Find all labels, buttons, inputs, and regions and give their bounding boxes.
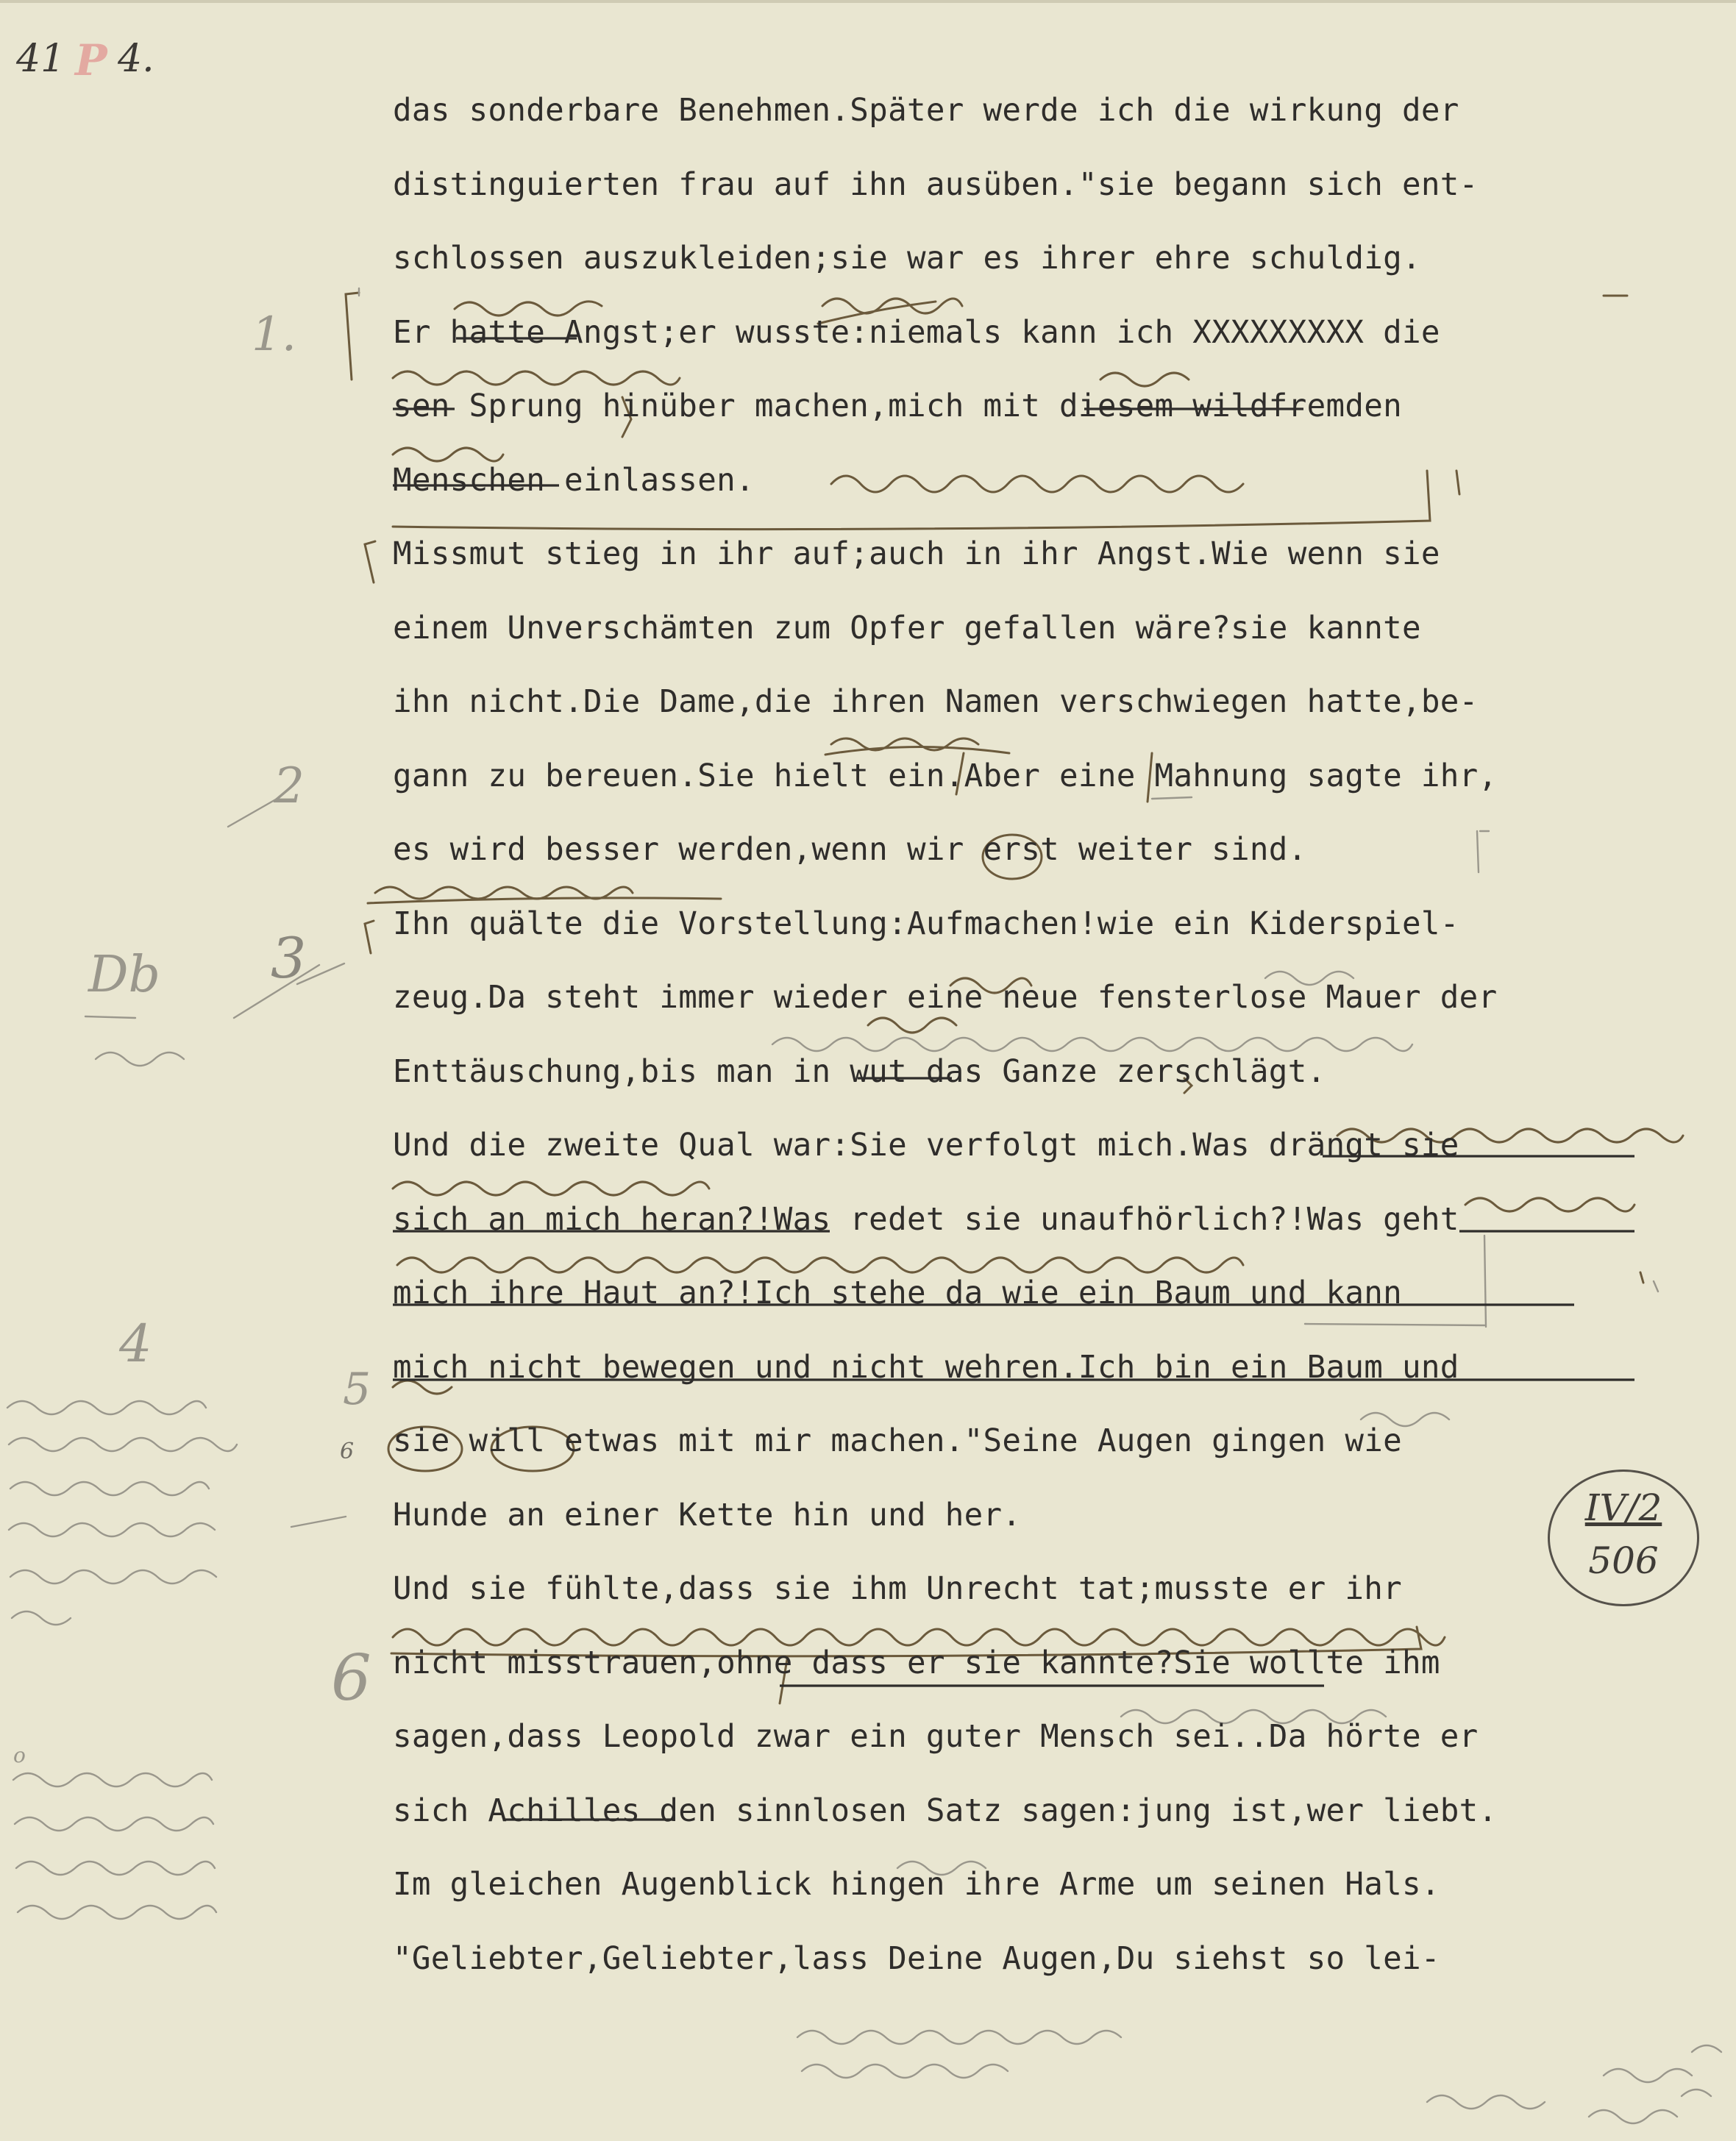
text-line: Im gleichen Augenblick hingen ihre Arme um seinen Hals. [393,1867,1440,1903]
margin-mark-4: 4 [119,1314,152,1374]
text-line: Menschen einlassen. [393,462,755,499]
text-line: Hunde an einer Kette hin und her. [393,1497,1022,1533]
typescript-text [393,87,1687,2009]
text-line: mich nicht bewegen und nicht wehren.Ich bin ein Baum und [393,1349,1459,1386]
text-line: sen Sprung hinüber machen,mich mit diesem wildfremden [393,388,1403,424]
text-line: nicht misstrauen,ohne dass er sie kannte?Sie wollte ihm [393,1645,1440,1681]
text-line: Enttäuschung,bis man in wut das Ganze zerschlägt. [393,1053,1326,1090]
text-line: gann zu bereuen.Sie hielt ein.Aber eine Mahnung sagte ihr, [393,758,1498,794]
text-line: Und sie fühlte,dass sie ihm Unrecht tat;musste er ihr [393,1571,1403,1607]
text-line: ihn nicht.Die Dame,die ihren Namen verschwiegen hatte,be- [393,684,1479,720]
stamp-number: 506 [1588,1539,1659,1582]
text-line: Er hatte Angst;er wusste:niemals kann ich XXXXXXXXX die [393,314,1440,351]
text-line: es wird besser werden,wenn wir erst weiter sind. [393,832,1307,868]
text-line: das sonderbare Benehmen.Später werde ich die wirkung der [393,93,1459,129]
stamp-volume: IV/2 [1584,1486,1662,1529]
text-line: sich Achilles den sinnlosen Satz sagen:jung ist,wer liebt. [393,1792,1498,1829]
text-line: zeug.Da steht immer wieder eine neue fensterlose Mauer der [393,980,1498,1016]
margin-mark-small-6: 6 [340,1439,355,1464]
text-line: sich an mich heran?!Was redet sie unaufhörlich?!Was geht [393,1201,1459,1238]
text-line: sagen,dass Leopold zwar ein guter Mensch sei..Da hörte er [393,1719,1479,1755]
text-line: sie will etwas mit mir machen."Seine Augen gingen wie [393,1423,1403,1459]
margin-mark-5: 5 [343,1364,371,1415]
text-line: schlossen auszukleiden;sie war es ihrer ehre schuldig. [393,241,1421,277]
text-line: einem Unverschämten zum Opfer gefallen wäre?sie kannte [393,610,1421,646]
folio-number: 41 [16,37,65,81]
text-line: Missmut stieg in ihr auf;auch in ihr Angst.Wie wenn sie [393,536,1440,572]
margin-mark-6: 6 [331,1642,371,1715]
margin-mark-3: 3 [271,925,307,991]
margin-mark-1: 1. [252,307,297,362]
archive-stamp [1548,1470,1699,1606]
red-pencil-mark: P [75,35,107,85]
text-line: distinguierten frau auf ihn ausüben."sie begann sich ent- [393,166,1479,203]
text-line: Und die zweite Qual war:Sie verfolgt mich.Was drängt sie [393,1128,1459,1164]
margin-mark-2: 2 [274,758,305,814]
page-number: 4. [118,37,154,81]
text-line: mich ihre Haut an?!Ich stehe da wie ein Baum und kann [393,1275,1403,1311]
text-line: Ihn quälte die Vorstellung:Aufmachen!wie ein Kiderspiel- [393,905,1459,942]
text-line: "Geliebter,Geliebter,lass Deine Augen,Du siehst so lei- [393,1940,1440,1977]
margin-mark-o: o [13,1743,26,1767]
margin-mark-db: Db [88,946,161,1004]
